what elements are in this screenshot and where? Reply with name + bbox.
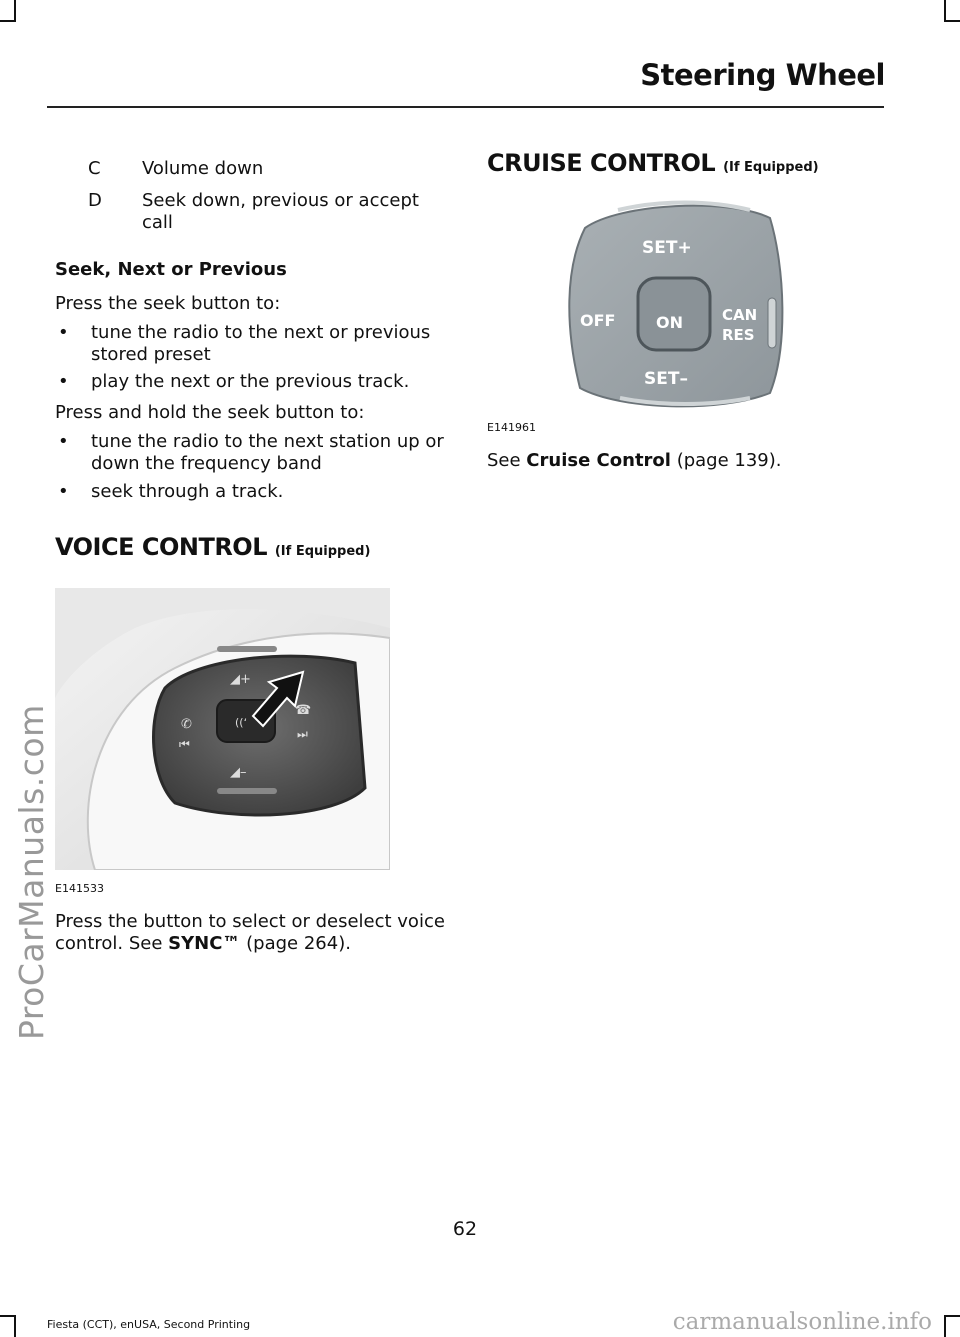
svg-text:⏭: ⏭ — [297, 727, 308, 741]
svg-text:((ʻ: ((ʻ — [235, 716, 248, 729]
definition-text: Seek down, previous or accept call — [142, 190, 419, 233]
list-item-text: tune the radio to the next station up or down the frequency band — [91, 431, 444, 474]
edition-note: Fiesta (CCT), enUSA, Second Printing — [47, 1318, 251, 1331]
svg-text:⏮: ⏮ — [179, 737, 190, 751]
cross-reference-link[interactable]: SYNC™ — [168, 933, 241, 954]
off-label: OFF — [580, 311, 616, 330]
svg-text:☎: ☎ — [295, 703, 312, 718]
list-item-text: seek through a track. — [91, 481, 284, 502]
can-label: CAN — [722, 306, 758, 324]
section-heading-suffix: (If Equipped) — [723, 160, 819, 175]
crop-mark — [14, 0, 16, 22]
side-watermark: ProCarManuals.com — [12, 704, 51, 1040]
bullet-dot: • — [58, 371, 69, 392]
section-heading — [55, 533, 370, 561]
bullet-dot: • — [58, 322, 69, 343]
paragraph-text: (page 264). — [240, 933, 351, 954]
set-minus-label: SET– — [644, 369, 688, 389]
footer-watermark: carmanualsonline.info — [672, 1309, 932, 1335]
crop-mark — [944, 20, 960, 22]
svg-text:◢–: ◢– — [230, 765, 247, 780]
definition-text: Volume down — [142, 158, 264, 179]
page-number: 62 — [452, 1218, 478, 1240]
page-title: Steering Wheel — [640, 58, 885, 92]
crop-mark — [944, 0, 946, 22]
set-plus-label: SET+ — [642, 238, 692, 258]
on-label: ON — [656, 313, 683, 332]
crop-mark — [0, 1315, 16, 1317]
paragraph — [55, 911, 455, 955]
voice-control-illustration — [55, 588, 390, 870]
svg-text:✆: ✆ — [181, 717, 192, 732]
paragraph: Press and hold the seek button to: — [55, 402, 365, 423]
svg-text:◢+: ◢+ — [230, 672, 251, 687]
list-item-text: play the next or the previous track. — [91, 371, 410, 392]
crop-mark — [944, 1315, 960, 1317]
definition-term: D — [88, 190, 102, 211]
header-divider — [47, 106, 884, 108]
bullet-dot: • — [58, 431, 69, 452]
paragraph — [487, 450, 887, 472]
cross-reference-link[interactable]: Cruise Control — [526, 450, 671, 471]
res-label: RES — [722, 326, 755, 344]
paragraph: Press the seek button to: — [55, 293, 281, 314]
section-heading-text: VOICE CONTROL — [55, 533, 267, 561]
paragraph-text: Press the button to select or deselect voice control. See — [55, 911, 445, 954]
cruise-control-illustration — [560, 198, 790, 413]
list-item-text: tune the radio to the next or previous stored preset — [91, 322, 431, 365]
definition-term: C — [88, 158, 101, 179]
crop-mark — [14, 1315, 16, 1337]
crop-mark — [944, 1315, 946, 1337]
section-heading-suffix: (If Equipped) — [274, 544, 371, 559]
section-heading-text: CRUISE CONTROL — [487, 149, 716, 177]
figure-code: E141961 — [487, 421, 536, 434]
section-heading — [487, 149, 819, 177]
section-subheading: Seek, Next or Previous — [55, 259, 287, 280]
figure-code: E141533 — [55, 882, 104, 895]
crop-mark — [0, 20, 16, 22]
paragraph-text: See — [487, 450, 527, 471]
paragraph-text: (page 139). — [670, 450, 782, 471]
bullet-dot: • — [58, 481, 69, 502]
